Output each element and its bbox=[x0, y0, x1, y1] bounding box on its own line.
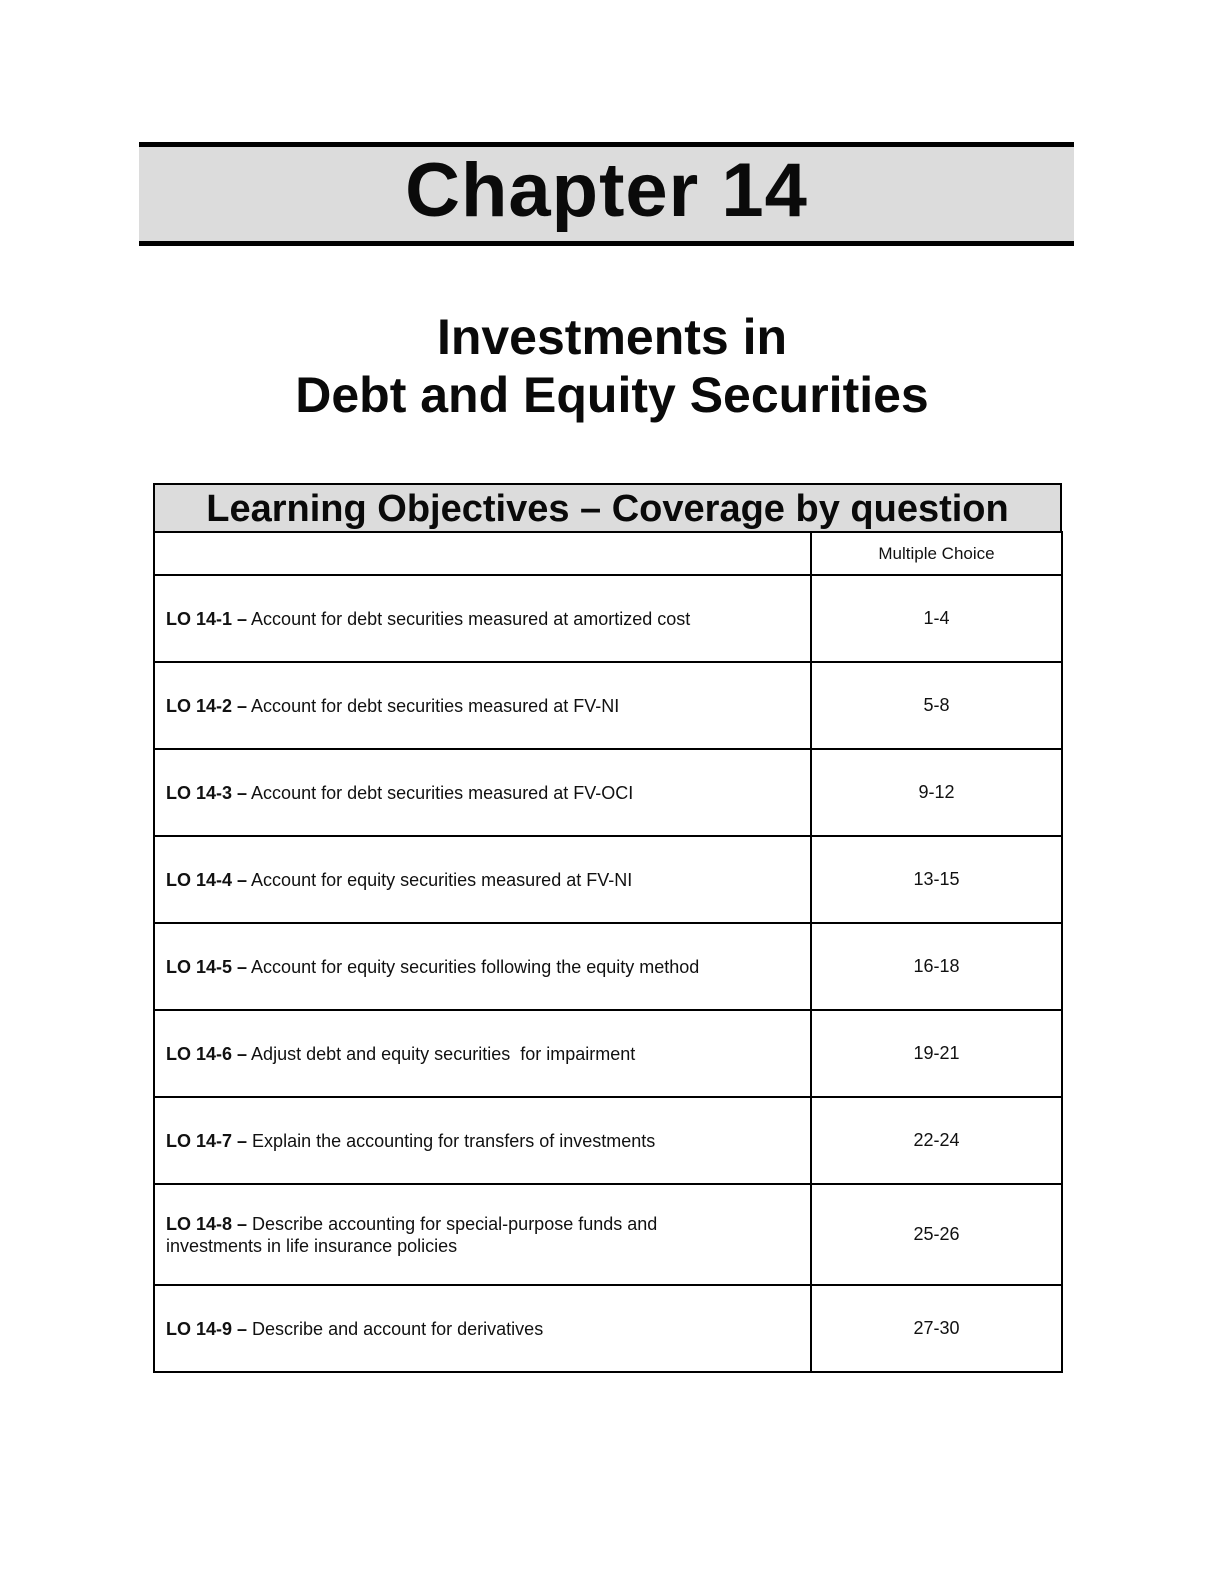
question-range: 27-30 bbox=[811, 1285, 1062, 1372]
question-range: 16-18 bbox=[811, 923, 1062, 1010]
chapter-title: Chapter 14 bbox=[405, 148, 808, 233]
subtitle-line-2: Debt and Equity Securities bbox=[295, 367, 929, 423]
table-row bbox=[154, 1184, 1062, 1285]
question-range: 19-21 bbox=[811, 1010, 1062, 1097]
objective-cell bbox=[154, 575, 811, 662]
learning-objectives-heading: Learning Objectives – Coverage by question bbox=[153, 483, 1062, 531]
objective-cell bbox=[154, 836, 811, 923]
objective-description: Describe accounting for special-purpose funds and investments in life insurance policies bbox=[166, 1213, 658, 1256]
subtitle-line-1: Investments in bbox=[436, 309, 788, 365]
objective-code: LO 14-6 – bbox=[166, 1043, 248, 1064]
objective-description: Adjust debt and equity securities for impairment bbox=[247, 1043, 636, 1064]
table-row bbox=[154, 1097, 1062, 1184]
chapter-banner bbox=[139, 142, 1074, 246]
objective-cell bbox=[154, 1285, 811, 1372]
objective-description: Account for equity securities measured at FV-NI bbox=[247, 869, 633, 890]
objective-code: LO 14-8 – bbox=[166, 1213, 248, 1234]
question-range: 5-8 bbox=[811, 662, 1062, 749]
objective-code: LO 14-4 – bbox=[166, 869, 248, 890]
table-row bbox=[154, 749, 1062, 836]
table-row bbox=[154, 575, 1062, 662]
objective-cell bbox=[154, 662, 811, 749]
table-row bbox=[154, 836, 1062, 923]
table-row bbox=[154, 923, 1062, 1010]
question-range: 25-26 bbox=[811, 1184, 1062, 1285]
question-range: 9-12 bbox=[811, 749, 1062, 836]
objective-code: LO 14-9 – bbox=[166, 1318, 248, 1339]
table-row bbox=[154, 1285, 1062, 1372]
learning-objectives-table bbox=[153, 483, 1062, 1373]
coverage-table bbox=[153, 531, 1063, 1373]
objective-cell bbox=[154, 1097, 811, 1184]
objective-description: Account for debt securities measured at amortized cost bbox=[247, 608, 691, 629]
objective-cell bbox=[154, 1184, 811, 1285]
question-range: 13-15 bbox=[811, 836, 1062, 923]
column-header-objective bbox=[154, 532, 811, 575]
objective-code: LO 14-7 – bbox=[166, 1130, 248, 1151]
objective-description: Account for equity securities following the equity method bbox=[247, 956, 700, 977]
question-range: 22-24 bbox=[811, 1097, 1062, 1184]
table-row bbox=[154, 662, 1062, 749]
objective-cell bbox=[154, 749, 811, 836]
table-row bbox=[154, 1010, 1062, 1097]
objective-code: LO 14-1 – bbox=[166, 608, 248, 629]
question-range: 1-4 bbox=[811, 575, 1062, 662]
objective-cell bbox=[154, 923, 811, 1010]
objective-description: Account for debt securities measured at FV-NI bbox=[247, 695, 620, 716]
column-header-multiple-choice: Multiple Choice bbox=[811, 532, 1062, 575]
objective-description: Explain the accounting for transfers of investments bbox=[247, 1130, 656, 1151]
objective-description: Account for debt securities measured at FV-OCI bbox=[247, 782, 634, 803]
chapter-subtitle bbox=[0, 308, 1224, 424]
table-header-row bbox=[154, 532, 1062, 575]
objective-description: Describe and account for derivatives bbox=[247, 1318, 544, 1339]
objective-code: LO 14-2 – bbox=[166, 695, 248, 716]
objective-cell bbox=[154, 1010, 811, 1097]
objective-code: LO 14-5 – bbox=[166, 956, 248, 977]
objective-code: LO 14-3 – bbox=[166, 782, 248, 803]
